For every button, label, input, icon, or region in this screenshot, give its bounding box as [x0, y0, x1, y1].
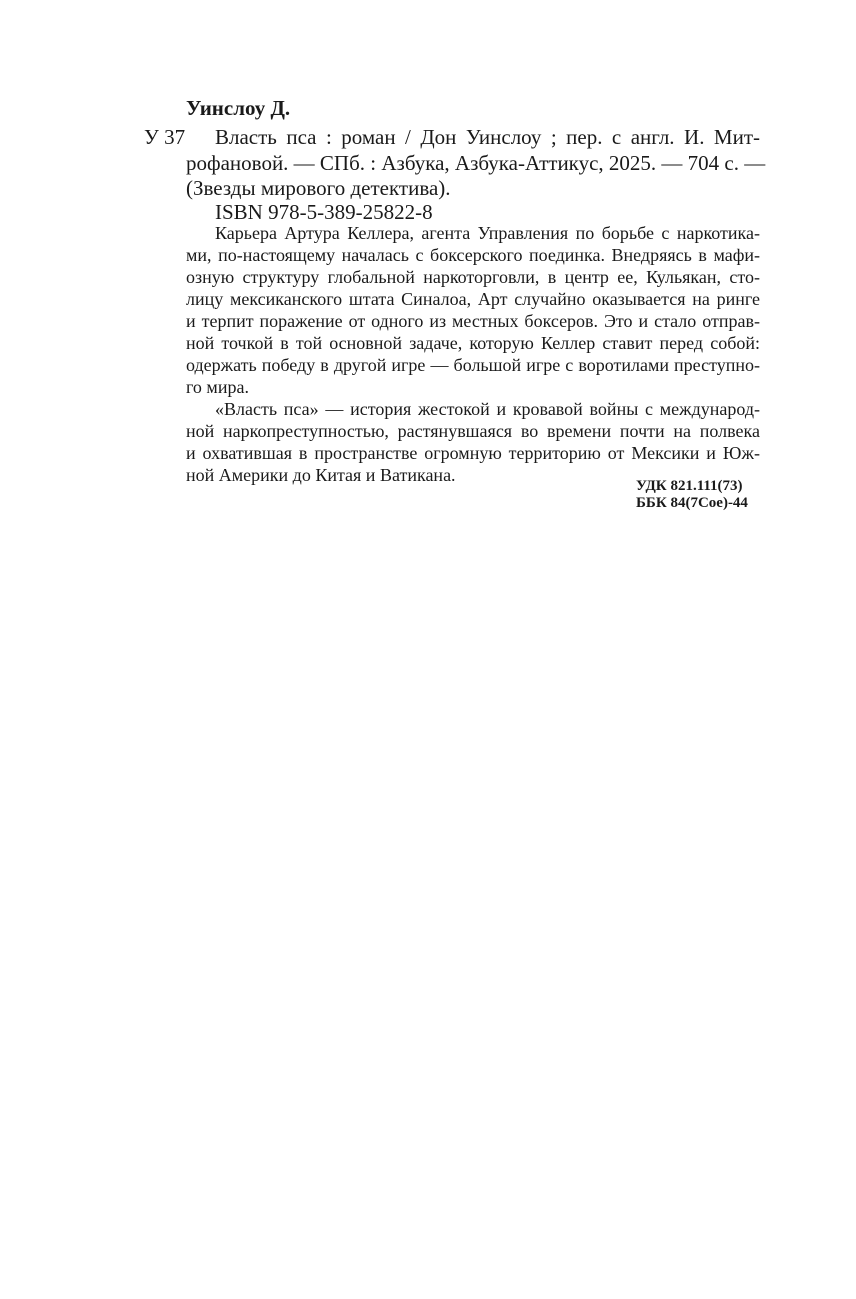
annotation-1-line-1: Карьера Артура Келлера, агента Управления по борьбе с наркотика-: [215, 223, 760, 243]
annotation-1-line-6: ной точкой в той основной задаче, которую Келлер ставит перед собой:: [186, 333, 760, 353]
annotation-1-line-3: озную структуру глобальной наркоторговли, в центр ее, Кульякан, сто-: [186, 267, 760, 287]
author-heading: Уинслоу Д.: [186, 96, 291, 120]
isbn: ISBN 978-5-389-25822-8: [215, 200, 433, 224]
annotation-1-line-4: лицу мексиканского штата Синалоа, Арт случайно оказывается на ринге: [186, 289, 760, 309]
annotation-2-line-2: ной наркопреступностью, растянувшаяся во времени почти на полвека: [186, 421, 760, 441]
udk-code: УДК 821.111(73): [636, 478, 743, 494]
annotation-1-line-7: одержать победу в другой игре — большой игре с воротилами преступно-: [186, 355, 760, 375]
annotation-1-line-5: и терпит поражение от одного из местных боксеров. Это и стало отправ-: [186, 311, 760, 331]
annotation-2-line-1: «Власть пса» — история жестокой и кровавой войны с международ-: [215, 399, 760, 419]
annotation-1-line-2: ми, по-настоящему началась с боксерского поединка. Внедряясь в мафи-: [186, 245, 760, 265]
annotation-2-line-3: и охватившая в пространстве огромную территорию от Мексики и Юж-: [186, 443, 760, 463]
author-mark-code: У 37: [144, 125, 186, 149]
annotation-1-line-8: го мира.: [186, 377, 249, 397]
annotation-2-line-4: ной Америки до Китая и Ватикана.: [186, 465, 456, 485]
bbk-code: ББК 84(7Сое)-44: [636, 495, 748, 511]
biblio-line-2: рофановой. — СПб. : Азбука, Азбука-Аттикус, 2025. — 704 с. —: [186, 151, 766, 175]
biblio-line-3: (Звезды мирового детектива).: [186, 176, 451, 200]
biblio-line-1: Власть пса : роман / Дон Уинслоу ; пер. с англ. И. Мит-: [215, 125, 760, 149]
